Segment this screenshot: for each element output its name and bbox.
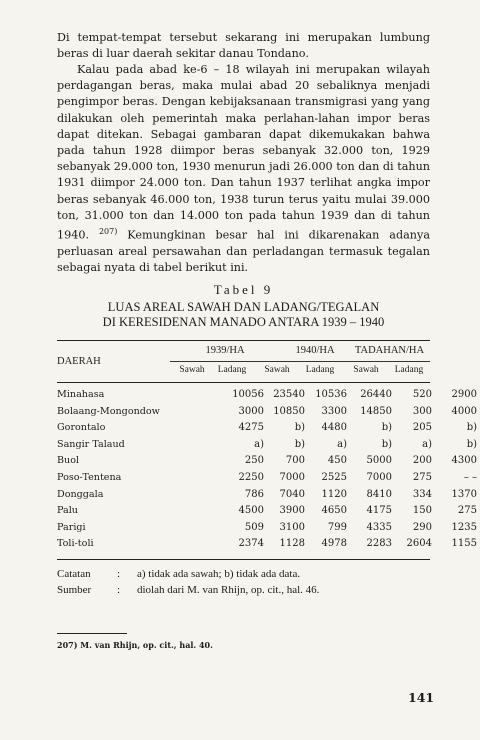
header-group-1939: 1939/HA: [205, 345, 245, 356]
row-value-cell: 450: [327, 455, 347, 467]
header-group-1940: 1940/HA: [295, 345, 335, 356]
row-region-name: Palu: [57, 505, 78, 517]
row-region-name: Poso-Tentena: [57, 472, 122, 483]
row-value-cell: 205: [412, 422, 432, 434]
table-bottom-rule: [57, 559, 430, 560]
row-value-cell: 300: [412, 405, 432, 417]
paragraph-rice-import: [57, 62, 430, 276]
row-value-cell: a): [422, 438, 432, 450]
row-value-cell: 3100: [279, 521, 305, 533]
row-value-cell: 509: [244, 521, 264, 533]
table-row: [57, 420, 477, 437]
row-value-cell: 4000: [451, 405, 477, 417]
row-value-cell: b): [381, 422, 392, 434]
header-group-tadahan: TADAHAN/HA: [354, 345, 425, 356]
row-region-name: Toli-toli: [57, 538, 94, 550]
note-sumber-text: diolah dari M. van Rhijn, op. cit., hal. 46.: [137, 584, 320, 596]
row-value-cell: b): [466, 438, 477, 450]
row-value-cell: 150: [412, 505, 432, 517]
row-value-cell: b): [466, 422, 477, 434]
row-value-cell: 3300: [321, 405, 347, 417]
note-catatan: [57, 568, 300, 580]
row-value-cell: 1120: [321, 488, 347, 500]
footnote-rule: [57, 633, 127, 634]
row-value-cell: 275: [457, 505, 477, 517]
row-value-cell: 700: [285, 455, 305, 467]
note-catatan-text: a) tidak ada sawah; b) tidak ada data.: [137, 568, 301, 580]
header-sub-sawah-tadahan: Sawah: [353, 365, 379, 375]
row-value-cell: 3900: [279, 505, 305, 517]
row-region-name: Donggala: [57, 488, 104, 500]
row-value-cell: a): [337, 438, 347, 450]
table-row: [57, 503, 477, 520]
row-value-cell: 14850: [360, 405, 392, 417]
row-value-cell: 10850: [273, 405, 305, 417]
page-number: 141: [408, 690, 435, 705]
table-row: [57, 437, 477, 454]
header-sub-sawah-1939: Sawah: [179, 365, 205, 375]
footnote: 207) M. van Rhijn, op. cit., hal. 40.: [57, 640, 213, 650]
row-value-cell: 7040: [279, 488, 305, 500]
header-sub-sawah-1940: Sawah: [264, 365, 290, 375]
row-value-cell: b): [294, 438, 305, 450]
row-value-cell: 1155: [451, 538, 477, 550]
paragraph-body: Kalau pada abad ke-6 – 18 wilayah ini merupakan wilayah perdagangan beras, maka mulai abad 20 sebaliknya menjadi pengimpor beras. Dengan kebijaksanaan transmigrasi yang yang dilakukan oleh pemerintah maka perlahan-lahan impor beras dapat ditekan. Sebagai gambaran dapat dikemukakan bahwa pada tahun 1928 diimpor beras sebanyak 32.000 ton, 1929 sebanyak 29.000 ton, 1930 menurun jadi 26.000 ton dan di tahun 1931 diimpor 24.000 ton. Dan tahun 1937 terlihat angka impor beras sebanyak 46.000 ton, 1938 turun terus yaitu mulai 39.000 ton, 31.000 ton dan 14.000 ton pada tahun 1939 dan di tahun 1940.: [57, 63, 430, 242]
table-row: [57, 404, 477, 421]
row-value-cell: 2525: [321, 472, 347, 483]
table-row: [57, 536, 477, 553]
row-value-cell: 4650: [321, 505, 347, 517]
row-value-cell: 786: [244, 488, 264, 500]
table-title-line2: DI KERESIDENAN MANADO ANTARA 1939 – 1940: [102, 315, 385, 329]
row-region-name: Bolaang-Mongondow: [57, 405, 160, 417]
row-value-cell: a): [254, 438, 264, 450]
row-region-name: Sangir Talaud: [57, 438, 125, 450]
table-title-line1: LUAS AREAL SAWAH DAN LADANG/TEGALAN: [107, 300, 380, 314]
row-value-cell: 8410: [366, 488, 392, 500]
header-sub-ladang-tadahan: Ladang: [394, 365, 424, 375]
row-value-cell: 2604: [406, 538, 432, 550]
note-catatan-label: Catatan: [57, 568, 91, 580]
row-value-cell: 1235: [451, 521, 477, 533]
footnote-reference: 207): [98, 227, 118, 237]
row-value-cell: b): [381, 438, 392, 450]
row-value-cell: 10056: [232, 389, 264, 400]
row-value-cell: 4300: [451, 455, 477, 467]
row-value-cell: 520: [412, 389, 432, 400]
row-value-cell: 5000: [366, 455, 392, 467]
header-group-rule: [170, 361, 430, 362]
row-value-cell: 4335: [366, 521, 392, 533]
table-row: [57, 453, 477, 470]
note-colon: :: [117, 584, 121, 596]
table-top-rule: [57, 340, 430, 341]
row-value-cell: – –: [463, 472, 477, 483]
row-value-cell: 26440: [360, 389, 392, 400]
header-sub-ladang-1940: Ladang: [305, 365, 335, 375]
row-value-cell: 10536: [315, 389, 347, 400]
paragraph-intro: Di tempat-tempat tersebut sekarang ini merupakan lumbung beras di luar daerah sekitar danau Tondano.: [57, 31, 430, 61]
note-sumber: [57, 584, 319, 596]
row-value-cell: 7000: [366, 472, 392, 483]
row-value-cell: 4275: [238, 422, 264, 434]
row-value-cell: 4175: [366, 505, 392, 517]
paragraph-tail: Kemungkinan besar hal ini dikarenakan adanya perluasan areal persawahan dan perladangan termasuk tegalan sebagai nyata di tabel berikut ini.: [57, 228, 430, 275]
row-value-cell: 2900: [451, 389, 477, 400]
row-value-cell: 23540: [273, 389, 305, 400]
row-value-cell: 4480: [321, 422, 347, 434]
table-row: [57, 520, 477, 537]
header-sub-ladang-1939: Ladang: [217, 365, 247, 375]
table-row: [57, 387, 477, 404]
row-value-cell: 200: [412, 455, 432, 467]
row-value-cell: 3000: [238, 405, 264, 417]
row-value-cell: 275: [412, 472, 432, 483]
row-region-name: Minahasa: [57, 389, 105, 400]
row-value-cell: 799: [327, 521, 347, 533]
row-value-cell: 1370: [451, 488, 477, 500]
row-region-name: Gorontalo: [57, 422, 106, 434]
row-value-cell: 290: [412, 521, 432, 533]
row-value-cell: 334: [412, 488, 432, 500]
row-value-cell: b): [294, 422, 305, 434]
table-row: [57, 470, 477, 487]
table-number: Tabel 9: [213, 282, 274, 297]
row-value-cell: 2250: [238, 472, 264, 483]
note-colon: :: [117, 568, 121, 580]
row-value-cell: 4500: [238, 505, 264, 517]
row-value-cell: 4978: [321, 538, 347, 550]
row-value-cell: 7000: [279, 472, 305, 483]
row-value-cell: 2374: [238, 538, 264, 550]
row-value-cell: 1128: [279, 538, 305, 550]
row-value-cell: 2283: [366, 538, 392, 550]
note-sumber-label: Sumber: [57, 584, 92, 596]
row-region-name: Parigi: [57, 521, 86, 533]
row-value-cell: 250: [244, 455, 264, 467]
table-row: [57, 487, 477, 504]
table-header-rule: [57, 382, 430, 383]
header-daerah: DAERAH: [57, 356, 101, 367]
row-region-name: Buol: [57, 455, 80, 467]
